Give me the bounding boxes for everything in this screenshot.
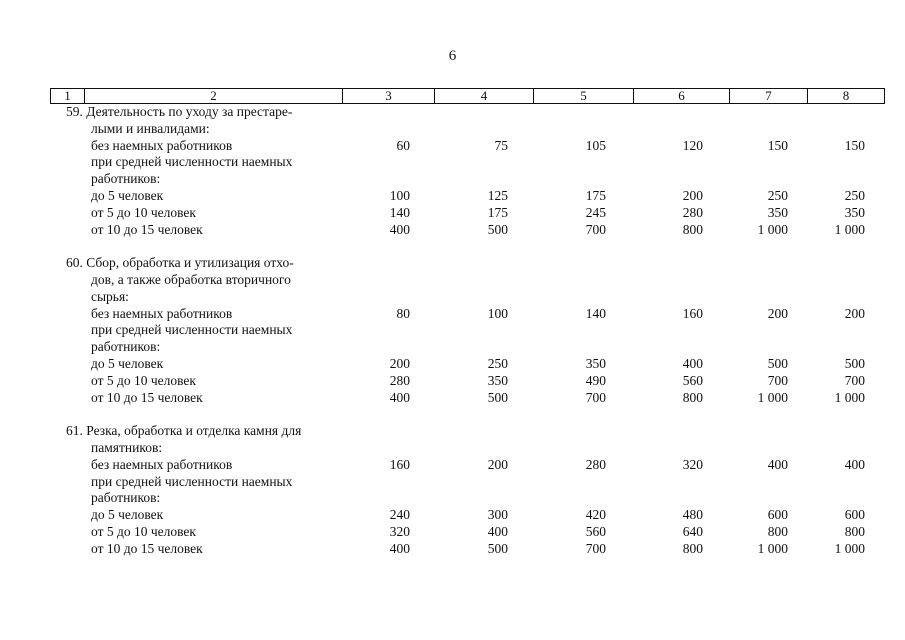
value-cell: 400 bbox=[767, 456, 788, 472]
value-cell: 400 bbox=[844, 456, 865, 472]
value-cell: 280 bbox=[682, 204, 703, 220]
row-label: от 5 до 10 человек bbox=[91, 372, 196, 388]
value-cell: 700 bbox=[585, 389, 606, 405]
table-row bbox=[0, 205, 905, 222]
value-cell: 500 bbox=[487, 221, 508, 237]
value-cell: 800 bbox=[844, 523, 865, 539]
table-row bbox=[0, 138, 905, 155]
header-cell: 7 bbox=[730, 89, 808, 104]
value-cell: 200 bbox=[682, 187, 703, 203]
header-cell: 8 bbox=[808, 89, 885, 104]
section-title: памятников: bbox=[91, 439, 163, 455]
value-cell: 200 bbox=[767, 305, 788, 321]
row-label-line bbox=[0, 339, 905, 356]
value-cell: 500 bbox=[844, 355, 865, 371]
value-cell: 120 bbox=[682, 137, 703, 153]
row-label: при средней численности наемных bbox=[91, 322, 293, 338]
value-cell: 250 bbox=[487, 355, 508, 371]
row-label: работников: bbox=[91, 171, 161, 187]
value-cell: 400 bbox=[682, 355, 703, 371]
section-title: 59. Деятельность по уходу за престаре- bbox=[66, 104, 293, 119]
row-label: до 5 человек bbox=[91, 507, 164, 523]
section-59 bbox=[0, 104, 905, 238]
section-title-line bbox=[0, 121, 905, 138]
value-cell: 560 bbox=[585, 523, 606, 539]
value-cell: 640 bbox=[682, 523, 703, 539]
value-cell: 350 bbox=[767, 204, 788, 220]
row-label: при средней численности наемных bbox=[91, 473, 293, 489]
value-cell: 600 bbox=[844, 507, 865, 523]
header-cell: 3 bbox=[343, 89, 435, 104]
header-cell: 6 bbox=[634, 89, 730, 104]
row-label: работников: bbox=[91, 490, 161, 506]
value-cell: 140 bbox=[389, 204, 410, 220]
row-label: до 5 человек bbox=[91, 187, 164, 203]
value-cell: 200 bbox=[844, 305, 865, 321]
value-cell: 700 bbox=[585, 221, 606, 237]
value-cell: 500 bbox=[487, 540, 508, 556]
value-cell: 500 bbox=[487, 389, 508, 405]
row-label: при средней численности наемных bbox=[91, 154, 293, 170]
table-row bbox=[0, 541, 905, 558]
value-cell: 150 bbox=[844, 137, 865, 153]
row-label: от 10 до 15 человек bbox=[91, 221, 203, 237]
value-cell: 320 bbox=[389, 523, 410, 539]
section-spacer bbox=[0, 406, 905, 423]
value-cell: 420 bbox=[585, 507, 606, 523]
section-title: 60. Сбор, обработка и утилизация отхо- bbox=[66, 255, 294, 271]
value-cell: 250 bbox=[767, 187, 788, 203]
value-cell: 700 bbox=[844, 372, 865, 388]
table-row bbox=[0, 222, 905, 239]
value-cell: 1 000 bbox=[834, 389, 865, 405]
section-spacer bbox=[0, 238, 905, 255]
row-label: работников: bbox=[91, 339, 161, 355]
row-label: до 5 человек bbox=[91, 355, 164, 371]
value-cell: 800 bbox=[682, 389, 703, 405]
value-cell: 1 000 bbox=[834, 540, 865, 556]
row-label-line bbox=[0, 171, 905, 188]
page-number: 6 bbox=[448, 48, 457, 64]
value-cell: 350 bbox=[844, 204, 865, 220]
table-row bbox=[0, 390, 905, 407]
value-cell: 160 bbox=[682, 305, 703, 321]
section-60 bbox=[0, 255, 905, 406]
row-label-line bbox=[0, 154, 905, 171]
row-label: от 10 до 15 человек bbox=[91, 540, 203, 556]
table-row bbox=[0, 524, 905, 541]
value-cell: 560 bbox=[682, 372, 703, 388]
value-cell: 320 bbox=[682, 456, 703, 472]
value-cell: 60 bbox=[396, 137, 410, 153]
value-cell: 800 bbox=[767, 523, 788, 539]
value-cell: 175 bbox=[487, 204, 508, 220]
section-title-line bbox=[0, 104, 905, 121]
value-cell: 200 bbox=[487, 456, 508, 472]
value-cell: 105 bbox=[585, 137, 606, 153]
value-cell: 140 bbox=[585, 305, 606, 321]
header-cell: 5 bbox=[534, 89, 634, 104]
value-cell: 125 bbox=[487, 187, 508, 203]
value-cell: 700 bbox=[585, 540, 606, 556]
value-cell: 75 bbox=[494, 137, 508, 153]
row-label-line bbox=[0, 322, 905, 339]
table-body bbox=[0, 104, 905, 558]
section-title: сырья: bbox=[91, 288, 129, 304]
section-title-line bbox=[0, 272, 905, 289]
header-cell: 4 bbox=[435, 89, 534, 104]
value-cell: 80 bbox=[396, 305, 410, 321]
row-label: без наемных работников bbox=[91, 456, 233, 472]
value-cell: 280 bbox=[389, 372, 410, 388]
section-61 bbox=[0, 423, 905, 557]
section-title: лыми и инвалидами: bbox=[91, 120, 210, 136]
column-number-header bbox=[50, 88, 885, 104]
table-row bbox=[0, 188, 905, 205]
value-cell: 1 000 bbox=[834, 221, 865, 237]
value-cell: 350 bbox=[487, 372, 508, 388]
row-label: от 5 до 10 человек bbox=[91, 523, 196, 539]
value-cell: 175 bbox=[585, 187, 606, 203]
value-cell: 800 bbox=[682, 221, 703, 237]
value-cell: 400 bbox=[389, 221, 410, 237]
table-row bbox=[0, 373, 905, 390]
value-cell: 480 bbox=[682, 507, 703, 523]
value-cell: 200 bbox=[389, 355, 410, 371]
row-label-line bbox=[0, 474, 905, 491]
section-title-line bbox=[0, 423, 905, 440]
row-label-line bbox=[0, 490, 905, 507]
value-cell: 800 bbox=[682, 540, 703, 556]
value-cell: 400 bbox=[389, 540, 410, 556]
section-title-line bbox=[0, 255, 905, 272]
value-cell: 160 bbox=[389, 456, 410, 472]
section-title: дов, а также обработка вторичного bbox=[91, 271, 291, 287]
value-cell: 100 bbox=[487, 305, 508, 321]
value-cell: 490 bbox=[585, 372, 606, 388]
value-cell: 240 bbox=[389, 507, 410, 523]
value-cell: 350 bbox=[585, 355, 606, 371]
header-cell: 1 bbox=[51, 89, 85, 104]
value-cell: 250 bbox=[844, 187, 865, 203]
header-row bbox=[51, 89, 885, 104]
header-cell: 2 bbox=[85, 89, 343, 104]
value-cell: 1 000 bbox=[757, 221, 788, 237]
value-cell: 700 bbox=[767, 372, 788, 388]
table-row bbox=[0, 306, 905, 323]
row-label: без наемных работников bbox=[91, 137, 233, 153]
value-cell: 1 000 bbox=[757, 540, 788, 556]
row-label: от 10 до 15 человек bbox=[91, 389, 203, 405]
value-cell: 300 bbox=[487, 507, 508, 523]
row-label: без наемных работников bbox=[91, 305, 233, 321]
value-cell: 400 bbox=[487, 523, 508, 539]
value-cell: 150 bbox=[767, 137, 788, 153]
table-row bbox=[0, 507, 905, 524]
value-cell: 280 bbox=[585, 456, 606, 472]
value-cell: 400 bbox=[389, 389, 410, 405]
section-title: 61. Резка, обработка и отделка камня для bbox=[66, 423, 302, 439]
value-cell: 1 000 bbox=[757, 389, 788, 405]
value-cell: 245 bbox=[585, 204, 606, 220]
section-title-line bbox=[0, 289, 905, 306]
value-cell: 600 bbox=[767, 507, 788, 523]
section-title-line bbox=[0, 440, 905, 457]
value-cell: 500 bbox=[767, 355, 788, 371]
table-row bbox=[0, 356, 905, 373]
row-label: от 5 до 10 человек bbox=[91, 204, 196, 220]
value-cell: 100 bbox=[389, 187, 410, 203]
table-row bbox=[0, 457, 905, 474]
